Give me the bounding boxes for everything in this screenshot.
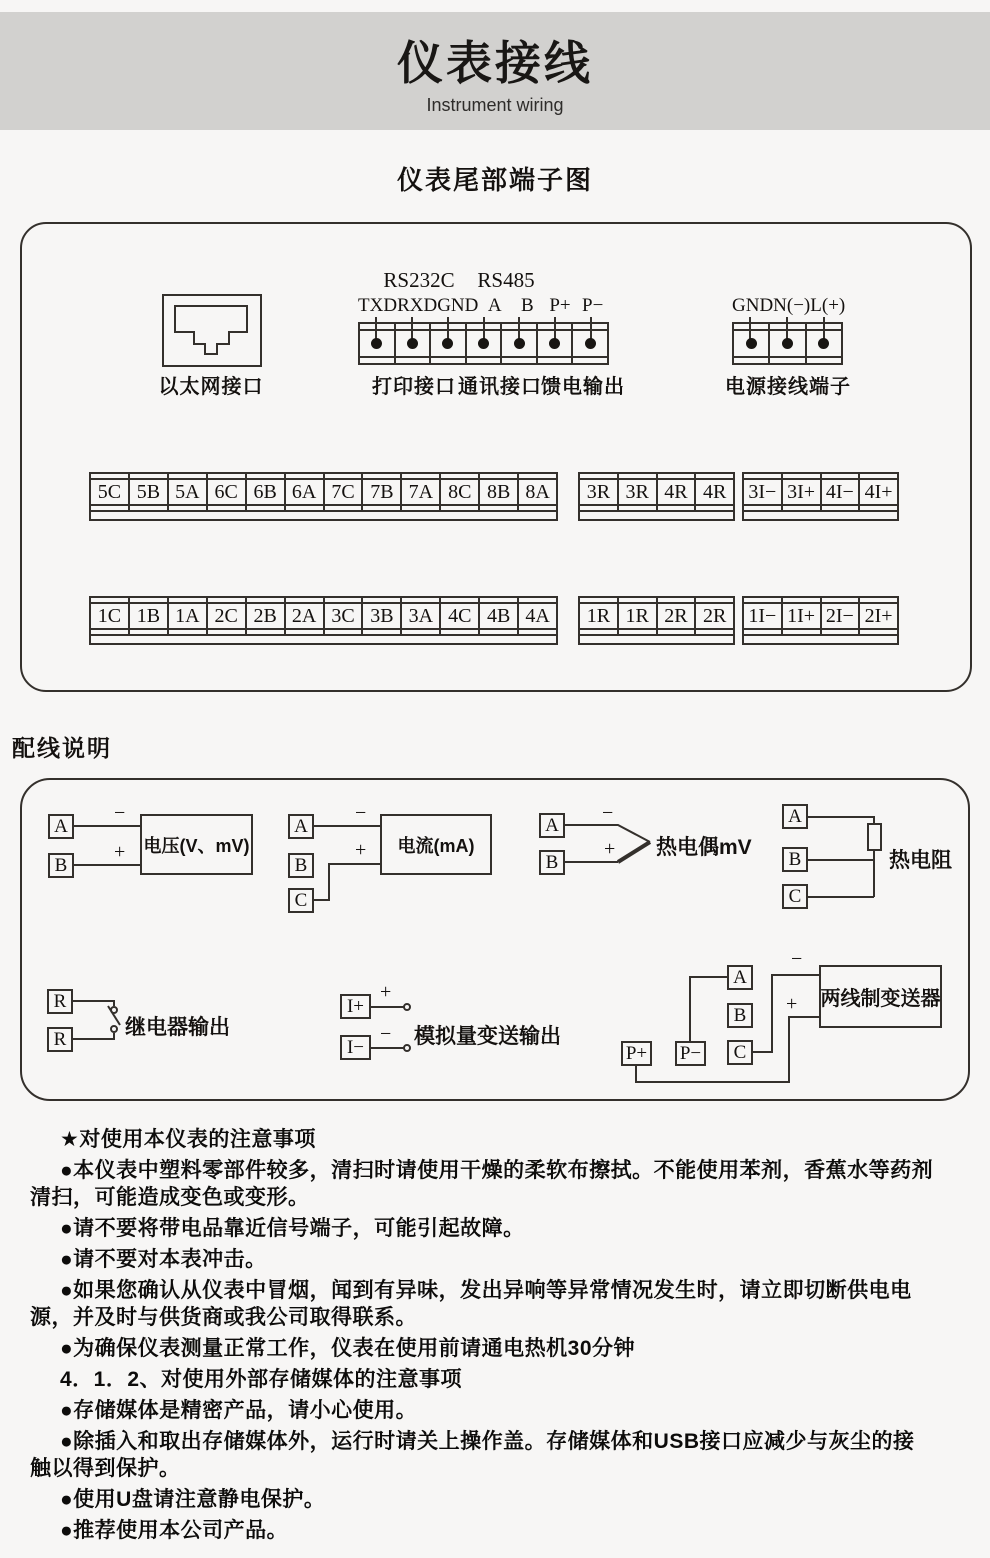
terminal-cell: 1B bbox=[130, 598, 169, 634]
terminal-cell: 2R bbox=[696, 598, 733, 634]
terminal-dot bbox=[549, 338, 560, 349]
plus-sign: + bbox=[114, 841, 126, 863]
terminal-cell bbox=[431, 324, 467, 363]
ethernet-label: 以太网接口 bbox=[158, 376, 264, 398]
notes-title: ★对使用本仪表的注意事项 bbox=[60, 1128, 316, 1151]
terminal-cell: 1R bbox=[619, 598, 658, 634]
terminal-box: P− bbox=[675, 1041, 706, 1066]
terminal-dot bbox=[514, 338, 525, 349]
terminal-cell: 8C bbox=[441, 474, 480, 510]
terminal-cell: 4B bbox=[480, 598, 519, 634]
terminal-cell: 3R bbox=[580, 474, 619, 510]
terminal-box: I+ bbox=[340, 994, 371, 1019]
rs485-label: RS485 bbox=[477, 268, 535, 292]
block-base bbox=[91, 510, 556, 519]
terminal-cell: 4I− bbox=[822, 474, 861, 510]
plus-sign: + bbox=[355, 839, 367, 861]
terminal-box: C bbox=[782, 884, 808, 909]
terminal-box: A bbox=[48, 814, 74, 839]
terminal-cell: 7B bbox=[363, 474, 402, 510]
minus-sign: − bbox=[114, 802, 126, 824]
terminal-cell: 2B bbox=[247, 598, 286, 634]
terminal-box: R bbox=[47, 989, 73, 1014]
note-item: ●请不要将带电品靠近信号端子，可能引起故障。 bbox=[60, 1217, 525, 1240]
terminal-box: B bbox=[48, 853, 74, 878]
terminal-cell bbox=[467, 324, 503, 363]
note-item: ●使用U盘请注意静电保护。 bbox=[60, 1488, 326, 1511]
terminal-cell: 3R bbox=[619, 474, 658, 510]
terminal-box: B bbox=[727, 1003, 753, 1028]
current-input-box: 电流(mA) bbox=[380, 814, 492, 875]
transmitter-box: 两线制变送器 bbox=[819, 965, 942, 1028]
terminal-box: B bbox=[782, 847, 808, 872]
pin-label: TXD bbox=[358, 295, 398, 316]
rs232c-label: RS232C bbox=[383, 268, 455, 292]
terminal-box: A bbox=[288, 814, 314, 839]
terminal-box: C bbox=[288, 888, 314, 913]
terminal-cell: 4C bbox=[441, 598, 480, 634]
note-item: ●如果您确认从仪表中冒烟，闻到有异味，发出异响等异常情况发生时，请立即切断供电电源，并及时与供货商或我公司取得联系。 bbox=[30, 1279, 912, 1329]
terminal-cell: 3A bbox=[402, 598, 441, 634]
terminal-block bbox=[578, 472, 735, 521]
rtd-label: 热电阻 bbox=[889, 849, 952, 872]
note-item: ●存储媒体是精密产品，请小心使用。 bbox=[60, 1399, 418, 1422]
minus-sign: − bbox=[791, 948, 803, 970]
terminal-dot bbox=[818, 338, 829, 349]
terminal-box: C bbox=[727, 1040, 753, 1065]
terminal-cell: 4R bbox=[658, 474, 697, 510]
terminal-cell: 7A bbox=[402, 474, 441, 510]
terminal-cell bbox=[573, 324, 607, 363]
pin-label: P+ bbox=[549, 295, 571, 316]
wiring-section-title: 配线说明 bbox=[12, 735, 112, 761]
terminal-box: P+ bbox=[621, 1041, 652, 1066]
note-item: ●推荐使用本公司产品。 bbox=[60, 1519, 289, 1542]
block-base bbox=[580, 634, 733, 643]
pin-label: GND bbox=[732, 295, 774, 316]
comm-terminal-strip bbox=[358, 322, 609, 365]
terminal-cell bbox=[360, 324, 396, 363]
terminal-block bbox=[742, 596, 899, 645]
terminal-block bbox=[578, 596, 735, 645]
terminal-cell: 4R bbox=[696, 474, 733, 510]
pin-label: P− bbox=[582, 295, 604, 316]
note-item: ●请不要对本表冲击。 bbox=[60, 1248, 267, 1271]
terminal-cell: 5C bbox=[91, 474, 130, 510]
terminal-cell bbox=[502, 324, 538, 363]
page-subtitle: Instrument wiring bbox=[426, 94, 564, 115]
terminal-cell bbox=[770, 324, 806, 363]
thermocouple-label: 热电偶mV bbox=[656, 836, 752, 859]
terminal-cell: 4A bbox=[519, 598, 556, 634]
page-header bbox=[0, 12, 990, 130]
terminal-cell: 2I− bbox=[822, 598, 861, 634]
terminal-dot bbox=[407, 338, 418, 349]
terminal-section-title: 仪表尾部端子图 bbox=[396, 165, 593, 195]
analog-output-label: 模拟量变送输出 bbox=[414, 1025, 561, 1048]
terminal-cell bbox=[538, 324, 574, 363]
terminal-box: A bbox=[727, 965, 753, 990]
minus-sign: − bbox=[602, 802, 614, 824]
notes-subsection-title: 4．1．2、对使用外部存储媒体的注意事项 bbox=[60, 1368, 463, 1391]
pin-label: RXD bbox=[397, 295, 438, 316]
terminal-dot bbox=[442, 338, 453, 349]
block-base bbox=[744, 510, 897, 519]
terminal-cell: 5B bbox=[130, 474, 169, 510]
terminal-block bbox=[742, 472, 899, 521]
terminal-cell bbox=[396, 324, 432, 363]
terminal-box: B bbox=[539, 850, 565, 875]
terminal-cell: 6A bbox=[286, 474, 325, 510]
page-title: 仪表接线 bbox=[397, 36, 593, 89]
relay-output-label: 继电器输出 bbox=[125, 1016, 230, 1039]
block-base bbox=[91, 634, 556, 643]
terminal-box: I− bbox=[340, 1035, 371, 1060]
power-terminal-strip bbox=[732, 322, 843, 365]
terminal-block bbox=[89, 472, 558, 521]
terminal-diagram-panel bbox=[20, 222, 972, 692]
print-port-caption: 打印接口 bbox=[372, 376, 456, 398]
pin-label: B bbox=[521, 295, 534, 316]
comm-port-caption: 通讯接口 bbox=[458, 376, 542, 398]
plus-sign: + bbox=[380, 981, 392, 1003]
terminal-cell: 3C bbox=[325, 598, 364, 634]
terminal-cell bbox=[807, 324, 841, 363]
terminal-cell: 2R bbox=[658, 598, 697, 634]
terminal-cell bbox=[734, 324, 770, 363]
terminal-cell: 1I+ bbox=[783, 598, 822, 634]
note-item: ●除插入和取出存储媒体外，运行时请关上操作盖。存储媒体和USB接口应减少与灰尘的接触以得到保护。 bbox=[30, 1430, 915, 1480]
block-base bbox=[580, 510, 733, 519]
terminal-dot bbox=[746, 338, 757, 349]
terminal-cell: 8B bbox=[480, 474, 519, 510]
terminal-block bbox=[89, 596, 558, 645]
terminal-cell: 2I+ bbox=[860, 598, 897, 634]
note-item: ●为确保仪表测量正常工作，仪表在使用前请通电热机30分钟 bbox=[60, 1337, 636, 1360]
terminal-cell: 3I− bbox=[744, 474, 783, 510]
notes-section bbox=[30, 1126, 935, 1548]
block-base bbox=[744, 634, 897, 643]
wiring-panel bbox=[20, 778, 970, 1101]
feed-output-caption: 馈电输出 bbox=[541, 376, 625, 398]
terminal-cell: 5A bbox=[169, 474, 208, 510]
terminal-box: B bbox=[288, 853, 314, 878]
terminal-cell: 8A bbox=[519, 474, 556, 510]
pin-label: L(+) bbox=[810, 295, 846, 316]
voltage-input-box: 电压(V、mV) bbox=[140, 814, 253, 875]
terminal-dot bbox=[585, 338, 596, 349]
minus-sign: − bbox=[380, 1023, 392, 1045]
terminal-dot bbox=[782, 338, 793, 349]
plus-sign: + bbox=[786, 993, 798, 1015]
ethernet-port-icon bbox=[162, 294, 262, 367]
terminal-cell: 3I+ bbox=[783, 474, 822, 510]
terminal-cell: 4I+ bbox=[860, 474, 897, 510]
minus-sign: − bbox=[355, 802, 367, 824]
terminal-box: A bbox=[539, 813, 565, 838]
power-terminal-caption: 电源接线端子 bbox=[725, 376, 851, 398]
terminal-cell: 7C bbox=[325, 474, 364, 510]
terminal-cell: 6C bbox=[208, 474, 247, 510]
power-pin-labels bbox=[732, 294, 846, 318]
terminal-cell: 2A bbox=[286, 598, 325, 634]
terminal-cell: 1C bbox=[91, 598, 130, 634]
comm-pin-labels bbox=[358, 294, 609, 318]
terminal-box: R bbox=[47, 1027, 73, 1052]
terminal-dot bbox=[478, 338, 489, 349]
terminal-cell: 1A bbox=[169, 598, 208, 634]
pin-label: A bbox=[487, 295, 502, 316]
note-item: ●本仪表中塑料零部件较多，清扫时请使用干燥的柔软布擦拭。不能使用苯剂，香蕉水等药剂清扫，可能造成变色或变形。 bbox=[30, 1159, 934, 1209]
pin-label: N(−) bbox=[773, 295, 811, 316]
terminal-dot bbox=[371, 338, 382, 349]
terminal-box: A bbox=[782, 804, 808, 829]
terminal-cell: 1R bbox=[580, 598, 619, 634]
pin-label: GND bbox=[437, 295, 479, 316]
terminal-cell: 1I− bbox=[744, 598, 783, 634]
terminal-cell: 6B bbox=[247, 474, 286, 510]
terminal-cell: 2C bbox=[208, 598, 247, 634]
terminal-cell: 3B bbox=[363, 598, 402, 634]
plus-sign: + bbox=[604, 838, 616, 860]
